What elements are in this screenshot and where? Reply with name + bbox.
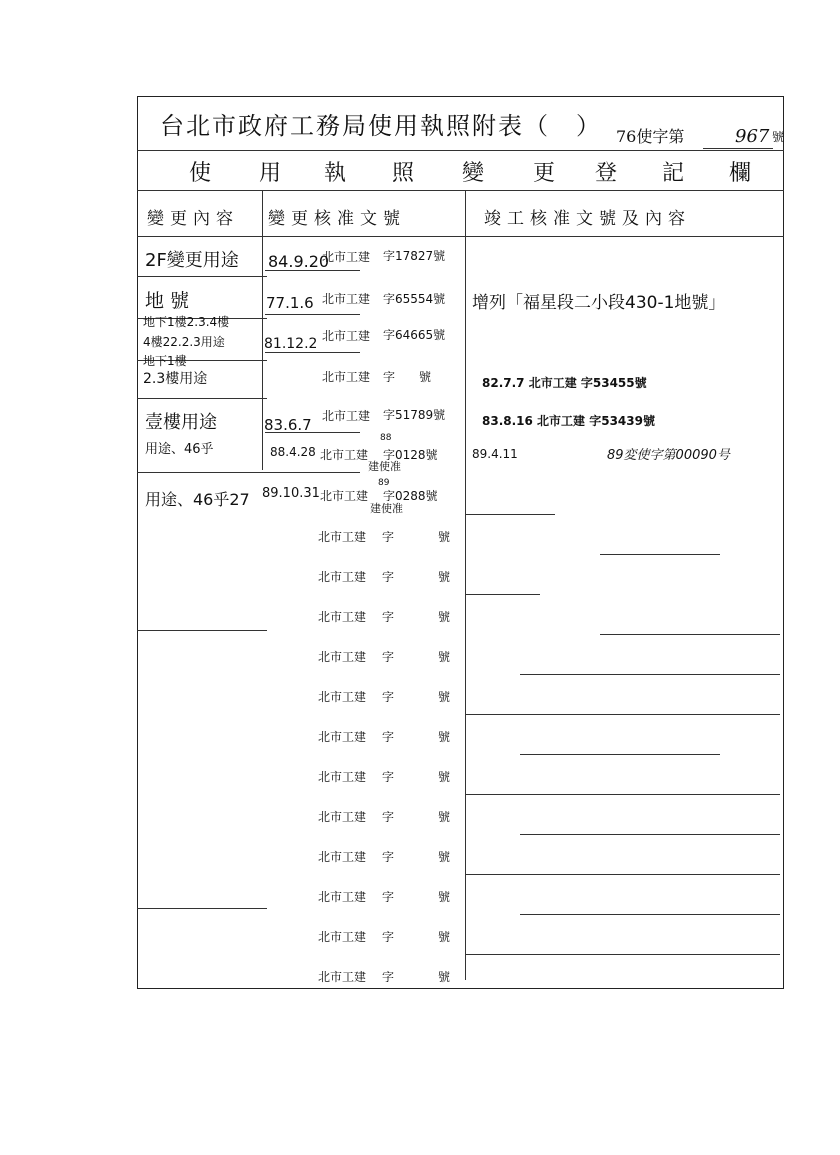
change-register-band bbox=[137, 150, 784, 190]
blank-approval-line bbox=[318, 728, 450, 745]
row-date: 81.12.2 bbox=[264, 336, 318, 352]
form-frame bbox=[137, 96, 784, 989]
row-number: 字64665號 bbox=[383, 328, 446, 342]
col-header-content: 變更內容 bbox=[147, 209, 239, 229]
row-agency: 北市工建 bbox=[322, 329, 371, 343]
band-char: 欄 bbox=[729, 161, 752, 186]
permit-underline bbox=[703, 148, 773, 149]
row-content-line2: 2.3樓用途 bbox=[143, 371, 208, 387]
col-header-completion: 竣工核准文號及內容 bbox=[484, 209, 691, 229]
handwritten-note: 建使准 bbox=[370, 502, 403, 515]
blank-approval-line bbox=[318, 688, 450, 705]
row-content-line2: 4樓22.2.3用途 bbox=[143, 335, 225, 349]
blank-hao: 號 bbox=[438, 610, 451, 624]
grid-line bbox=[520, 674, 780, 675]
blank-zi: 字 bbox=[382, 650, 395, 664]
blank-zi: 字 bbox=[382, 610, 395, 624]
row-content: 地 號 bbox=[145, 290, 190, 312]
completion-date: 89.4.11 bbox=[472, 447, 518, 461]
blank-zi: 字 bbox=[382, 890, 395, 904]
blank-agency: 北市工建 bbox=[318, 770, 367, 784]
row-number: 字0288號 bbox=[383, 489, 438, 503]
band-char: 使 bbox=[189, 161, 212, 186]
blank-approval-line bbox=[318, 648, 450, 665]
blank-approval-line bbox=[318, 608, 450, 625]
grid-line bbox=[137, 630, 267, 631]
blank-agency: 北市工建 bbox=[318, 610, 367, 624]
blank-zi: 字 bbox=[382, 930, 395, 944]
permit-prefix: 76使字第 bbox=[616, 127, 685, 146]
blank-zi: 字 bbox=[382, 810, 395, 824]
form-title: 台北市政府工務局使用執照附表（ ） bbox=[160, 112, 602, 140]
band-char: 執 bbox=[324, 161, 347, 186]
completion-text: 82.7.7 北市工建 字53455號 bbox=[482, 376, 647, 390]
row-agency: 北市工建 bbox=[322, 409, 371, 423]
band-char: 記 bbox=[662, 161, 685, 186]
row-content: 用途、46乎 bbox=[145, 442, 214, 457]
blank-hao: 號 bbox=[438, 570, 451, 584]
permit-number: 967 bbox=[735, 126, 770, 147]
row-date: 84.9.20 bbox=[268, 252, 330, 271]
row-agency: 北市工建 bbox=[322, 250, 371, 264]
blank-hao: 號 bbox=[438, 970, 451, 984]
blank-agency: 北市工建 bbox=[318, 850, 367, 864]
blank-zi: 字 bbox=[382, 850, 395, 864]
band-char: 用 bbox=[259, 161, 282, 186]
grid-line bbox=[600, 634, 780, 635]
row-number: 字0128號 bbox=[383, 448, 438, 462]
blank-agency: 北市工建 bbox=[318, 970, 367, 984]
blank-approval-line bbox=[318, 848, 450, 865]
handwritten-note: 89 bbox=[378, 478, 390, 488]
grid-line bbox=[520, 834, 780, 835]
blank-zi: 字 bbox=[382, 970, 395, 984]
blank-approval-line bbox=[318, 928, 450, 945]
band-char: 登 bbox=[595, 161, 618, 186]
row-number: 字 號 bbox=[383, 370, 432, 384]
row-agency: 北市工建 bbox=[320, 489, 369, 503]
grid-line bbox=[465, 594, 540, 595]
blank-hao: 號 bbox=[438, 850, 451, 864]
row-content: 用途、46乎27 bbox=[145, 490, 250, 509]
blank-zi: 字 bbox=[382, 770, 395, 784]
blank-approval-line bbox=[318, 888, 450, 905]
blank-approval-line bbox=[318, 808, 450, 825]
blank-agency: 北市工建 bbox=[318, 810, 367, 824]
grid-line bbox=[137, 236, 784, 237]
grid-line bbox=[600, 554, 720, 555]
blank-agency: 北市工建 bbox=[318, 930, 367, 944]
row-date: 89.10.31 bbox=[262, 486, 320, 501]
blank-agency: 北市工建 bbox=[318, 730, 367, 744]
row-number: 字65554號 bbox=[383, 292, 446, 306]
row-agency: 北市工建 bbox=[322, 370, 371, 384]
blank-zi: 字 bbox=[382, 730, 395, 744]
grid-line bbox=[465, 954, 780, 955]
row-content: 壹樓用途 bbox=[145, 412, 217, 433]
row-date: 88.4.28 bbox=[270, 445, 316, 459]
grid-line bbox=[137, 190, 784, 191]
completion-text: 增列「福星段二小段430-1地號」 bbox=[472, 293, 726, 313]
blank-agency: 北市工建 bbox=[318, 890, 367, 904]
row-number: 字51789號 bbox=[383, 408, 446, 422]
row-date: 77.1.6 bbox=[266, 294, 314, 312]
row-content: 地下1樓 bbox=[143, 354, 187, 368]
grid-line bbox=[262, 190, 263, 470]
grid-line bbox=[265, 472, 360, 473]
blank-agency: 北市工建 bbox=[318, 530, 367, 544]
blank-hao: 號 bbox=[438, 810, 451, 824]
grid-line bbox=[137, 908, 267, 909]
blank-hao: 號 bbox=[438, 770, 451, 784]
grid-line bbox=[265, 314, 360, 315]
row-date: 83.6.7 bbox=[264, 416, 312, 434]
grid-line bbox=[465, 714, 780, 715]
blank-hao: 號 bbox=[438, 650, 451, 664]
grid-line bbox=[520, 754, 720, 755]
grid-line bbox=[137, 276, 267, 277]
row-agency: 北市工建 bbox=[320, 448, 369, 462]
blank-agency: 北市工建 bbox=[318, 690, 367, 704]
row-agency: 北市工建 bbox=[322, 292, 371, 306]
blank-zi: 字 bbox=[382, 690, 395, 704]
blank-hao: 號 bbox=[438, 730, 451, 744]
grid-line bbox=[465, 514, 555, 515]
col-header-approval: 變更核准文號 bbox=[268, 209, 406, 229]
blank-zi: 字 bbox=[382, 570, 395, 584]
blank-approval-line bbox=[318, 968, 450, 985]
blank-hao: 號 bbox=[438, 930, 451, 944]
blank-approval-line bbox=[318, 528, 450, 545]
band-char: 照 bbox=[392, 161, 415, 186]
row-number: 字17827號 bbox=[383, 249, 446, 263]
row-content: 地下1樓2.3.4樓 bbox=[143, 315, 230, 329]
permit-suffix: 號 bbox=[772, 130, 785, 144]
blank-agency: 北市工建 bbox=[318, 570, 367, 584]
grid-line bbox=[137, 472, 267, 473]
row-content: 2F變更用途 bbox=[145, 250, 239, 271]
completion-text: 89変使字第00090号 bbox=[607, 448, 730, 463]
completion-text: 83.8.16 北市工建 字53439號 bbox=[482, 414, 655, 428]
blank-zi: 字 bbox=[382, 530, 395, 544]
grid-line bbox=[465, 794, 780, 795]
grid-line bbox=[465, 874, 780, 875]
blank-hao: 號 bbox=[438, 690, 451, 704]
blank-approval-line bbox=[318, 768, 450, 785]
blank-approval-line bbox=[318, 568, 450, 585]
handwritten-note: 建使准 bbox=[368, 460, 401, 473]
grid-line bbox=[520, 914, 780, 915]
grid-line bbox=[265, 352, 360, 353]
blank-hao: 號 bbox=[438, 530, 451, 544]
band-char: 變 bbox=[462, 161, 485, 186]
grid-line bbox=[465, 190, 466, 980]
blank-hao: 號 bbox=[438, 890, 451, 904]
grid-line bbox=[137, 150, 784, 151]
band-char: 更 bbox=[533, 161, 556, 186]
handwritten-note: 88 bbox=[380, 433, 392, 443]
blank-agency: 北市工建 bbox=[318, 650, 367, 664]
grid-line bbox=[137, 398, 267, 399]
